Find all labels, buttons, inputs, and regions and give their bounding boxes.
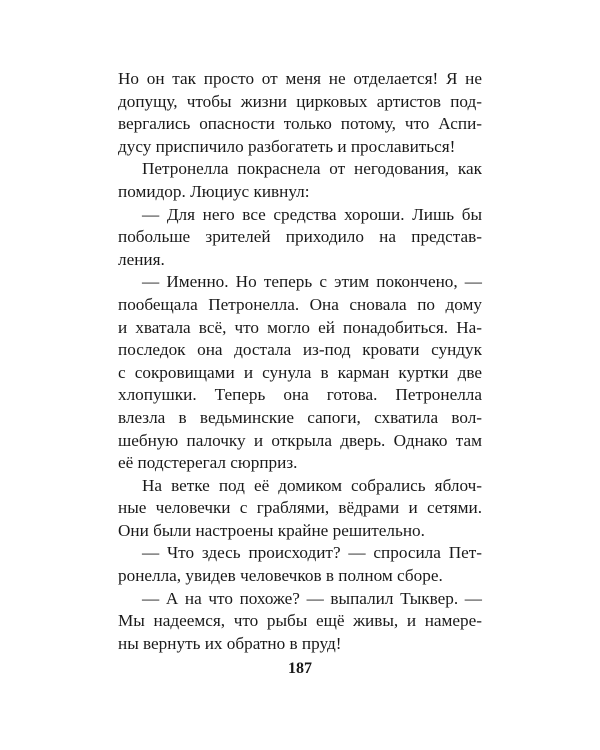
text-line: Петронелла покраснела от негодования, как — [142, 159, 482, 179]
text-line: — Что здесь происходит? — спросила Пет- — [142, 543, 482, 563]
text-line: пообещала Петронелла. Она сновала по дому — [118, 294, 482, 314]
text-line: Но он так просто от меня не отделается! Я не — [118, 69, 482, 88]
text-line: — Для него все средства хороши. Лишь бы — [142, 204, 482, 224]
text-line: — А на что похоже? — выпалил Тыквер. — — [142, 588, 482, 608]
text-line: Они были настроены крайне решительно. — [118, 520, 425, 540]
text-line: ны вернуть их обратно в пруд! — [118, 633, 342, 653]
text-line: — Именно. Но теперь с этим покончено, — — [142, 272, 482, 292]
text-line: ронелла, увидев человечков в полном сборе. — [118, 566, 443, 586]
text-line: и хватала всё, что могло ей понадобиться. На- — [118, 317, 482, 337]
page-number: 187 — [288, 660, 312, 677]
text-line: ления. — [118, 249, 165, 269]
text-line: побольше зрителей приходило на представ- — [118, 227, 482, 247]
text-line: дусу приспичило разбогатеть и прославиться! — [118, 136, 456, 156]
body-text — [118, 68, 482, 655]
text-line: помидор. Люциус кивнул: — [118, 181, 310, 201]
text-line: ные человечки с граблями, вёдрами и сетями. — [118, 498, 482, 518]
text-line: шебную палочку и открыла дверь. Однако там — [118, 430, 482, 450]
text-line: последок она достала из-под кровати сундук — [118, 340, 482, 360]
text-line: её подстерегал сюрприз. — [118, 453, 298, 473]
text-line: допущу, чтобы жизни цирковых артистов под- — [118, 91, 482, 111]
text-line: с сокровищами и сунула в карман куртки две — [118, 362, 482, 382]
text-line: влезла в ведьминские сапоги, схватила вол- — [118, 407, 482, 427]
text-line: вергались опасности только потому, что Аспи- — [118, 114, 482, 134]
text-line: Мы надеемся, что рыбы ещё живы, и намере- — [118, 611, 482, 631]
text-line: На ветке под её домиком собрались яблоч- — [142, 475, 482, 495]
text-line: хлопушки. Теперь она готова. Петронелла — [118, 385, 482, 405]
